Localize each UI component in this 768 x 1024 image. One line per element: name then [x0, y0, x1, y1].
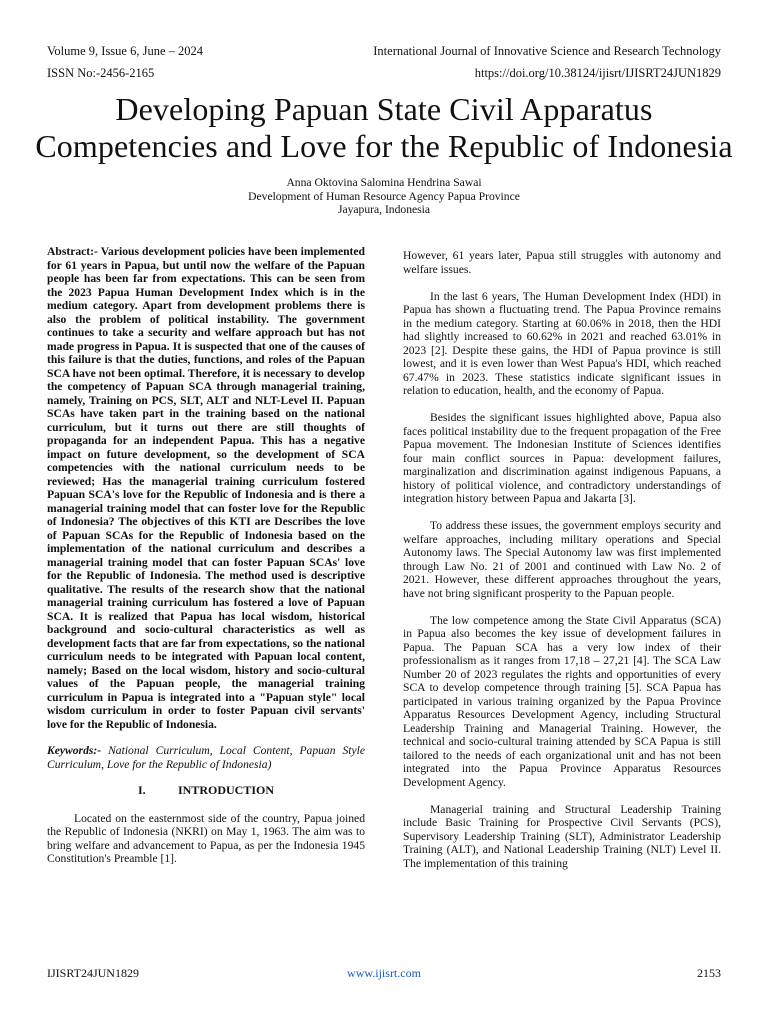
keywords-label: Keywords:- — [47, 744, 102, 757]
footer-website-link[interactable]: www.ijisrt.com — [347, 966, 421, 980]
title-line-1: Developing Papuan State Civil Apparatus — [115, 91, 653, 127]
title-line-2: Competencies and Love for the Republic of Indonesia — [35, 128, 733, 164]
footer-code: IJISRT24JUN1829 — [47, 966, 139, 980]
left-column — [47, 245, 365, 866]
section-number: I. — [137, 783, 146, 797]
volume-info: Volume 9, Issue 6, June – 2024 — [47, 44, 204, 58]
paragraph: The low competence among the State Civil Apparatus (SCA) in Papua also becomes the key issue of development failures in Papua. The Papuan SCA has a very low index of their professionalism as it ranges from 17,18 – 27,21 [4]. The SCA Law Number 20 of 2023 regulates the rights and opportunities of every SCA to develop competence through training [5]. SCA Papua has participated in various training organized by the Papua Province Apparatus Resources Development Agency, including Structural Leadership Training and Managerial Training. However, the technical and socio-cultural training attended by SCA Papua is still tailored to the needs of each organizational unit and has not been integrated into the Papua Province Apparatus Resources Development Agency. — [403, 613, 721, 789]
paragraph: To address these issues, the government employs security and welfare approaches, including military operations and Special Autonomy laws. The Special Autonomy law was first implemented through Law No. 21 of 2001 and continued with Law No. 2 of 2021. However, these different approaches throughout the years, have not bring significant prosperity to the Papuan people. — [403, 519, 721, 600]
paper-title — [0, 91, 768, 165]
paragraph: In the last 6 years, The Human Development Index (HDI) in Papua has shown a fluctuating trend. The Papua Province remains in the medium category. Starting at 60.06% in 2018, then the HDI had slightly increased to 60.62% in 2021 and reached 63.01% in 2023 [2]. Despite these gains, the HDI of Papua province is still lowest, and it is even lower than West Papua's HDI, which reached 67.47% in 2023. These statistics indicate significant issues in relation to education, health, and the economy of Papua. — [403, 289, 721, 397]
author-location: Jayapura, Indonesia — [337, 203, 431, 216]
keywords — [47, 744, 365, 771]
issn: ISSN No:-2456-2165 — [47, 66, 155, 80]
keywords-text: National Curriculum, Local Content, Papuan Style Curriculum, Love for the Republic of Indonesia) — [47, 744, 365, 771]
author-block — [0, 176, 768, 217]
right-column — [403, 249, 721, 870]
intro-paragraph: Located on the easternmost side of the country, Papua joined the Republic of Indonesia (NKRI) on May 1, 1963. The aim was to bring welfare and advancement to Papua, as per the Indonesia 1945 Constitution's Preamble [1]. — [47, 811, 365, 865]
doi-link[interactable]: https://doi.org/10.38124/ijisrt/IJISRT24JUN1829 — [474, 66, 721, 80]
paragraph: Managerial training and Structural Leadership Training include Basic Training for Prospective Civil Servants (PCS), Supervisory Leadership Training (SLT), Administrator Leadership Training (ALT), and National Leadership Training (NLT) Level II. The implementation of this training — [403, 802, 721, 870]
journal-name: International Journal of Innovative Science and Research Technology — [373, 44, 721, 58]
author-affiliation: Development of Human Resource Agency Papua Province — [248, 189, 520, 203]
section-title: INTRODUCTION — [177, 783, 274, 797]
section-heading — [47, 784, 365, 798]
page-number: 2153 — [697, 966, 721, 980]
author-name: Anna Oktovina Salomina Hendrina Sawai — [286, 176, 482, 189]
paragraph: Besides the significant issues highlighted above, Papua also faces political instability due to the frequent propagation of the Free Papua movement. The Indonesian Institute of Sciences identifies four main conflict sources in Papua: development failures, marginalization and discrimination against indigenous Papuans, a history of political violence, and contradictory understandings of integration history between Papua and Jakarta [3]. — [403, 411, 721, 505]
abstract: Abstract:- Various development policies have been implemented for 61 years in Papua, but until now the welfare of the Papuan people has been far from expectations. This can be seen from the 2023 Papua Human Development Index which is in the medium category. Apart from development problems there is also the problem of political instability. The government continues to take a security and welfare approach but has not made progress in Papua. It is suspected that one of the causes of this failure is that the duties, functions, and roles of the Papuan SCA have not been optimal. Therefore, it is necessary to develop the competency of Papuan SCA through managerial training, namely, Training on PCS, SLT, ALT and NLT-Level II. Papuan SCAs have taken part in the training based on the national curriculum, but it turns out there are still thoughts of propaganda for an independent Papua. This has a negative impact on future development, so the development of SCA competencies with the national curriculum needs to be reviewed; Has the managerial training curriculum fostered Papuan SCA's love for the Republic of Indonesia and is there a managerial training model that can foster love for the Republic of Indonesia? The objectives of this KTI are Describes the love of Papuan SCAs for the Republic of Indonesia based on the implementation of the national curriculum and describes a managerial training model that can foster Papuan SCAs' love for the Republic of Indonesia. The method used is descriptive qualitative. The results of the research show that the national managerial training curriculum has fostered a love of Papuan SCA. It is realized that Papua has local wisdom, historical background and socio-cultural characteristics as well as development facts that are far from expectations, so the national curriculum needs to be integrated with Papuan local content, namely; Based on the local wisdom, history and socio-cultural values of the Papuan people, the managerial training curriculum in Papua is integrated into a "Papuan style" local wisdom curriculum in order to foster Papuan civil servants' love for the Republic of Indonesia. — [47, 245, 365, 731]
paragraph: However, 61 years later, Papua still struggles with autonomy and welfare issues. — [403, 249, 721, 276]
